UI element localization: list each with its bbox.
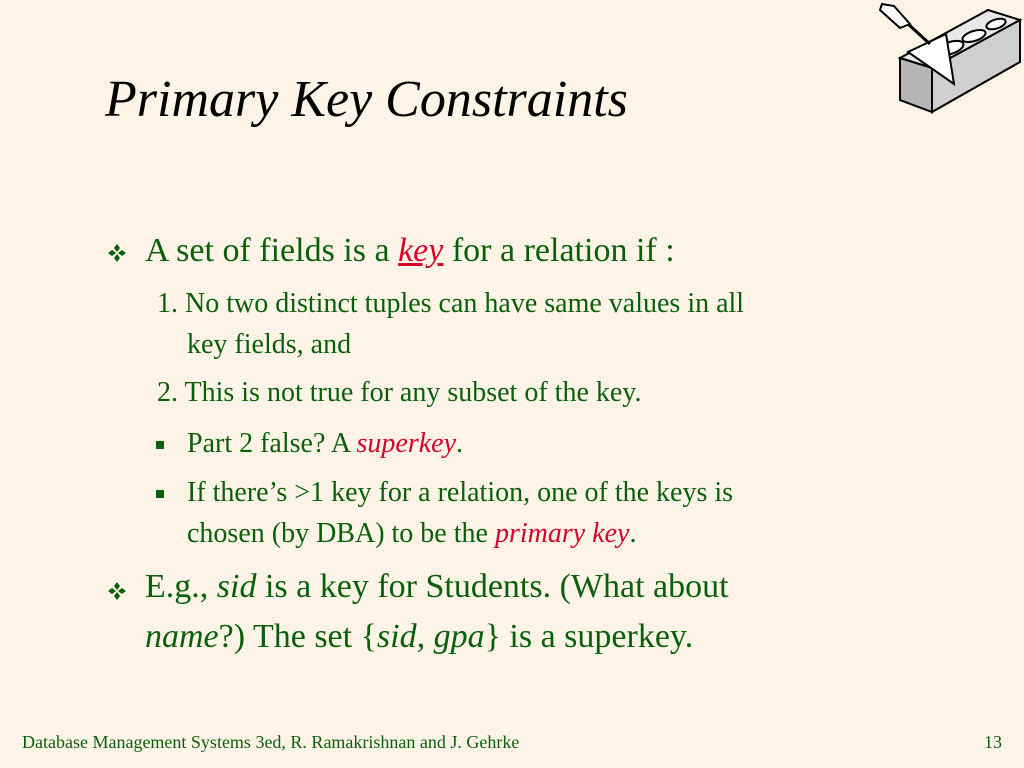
- term-sid: sid: [216, 568, 257, 605]
- numbered-item-1-line-1: 1. No two distinct tuples can have same values in all: [157, 288, 745, 319]
- term-primary-key: primary key: [494, 518, 630, 549]
- slide-title: Primary Key Constraints: [105, 71, 628, 128]
- footer-citation: Database Management Systems 3ed, R. Ramakrishnan and J. Gehrke: [22, 732, 520, 752]
- page-number: 13: [984, 732, 1002, 752]
- square-bullet-icon: [156, 490, 164, 498]
- bullet-text: E.g.,: [145, 568, 217, 605]
- bullet-example-line-1: [145, 567, 729, 607]
- term-key: key: [398, 232, 444, 269]
- bullet-text: ?) The set {: [218, 618, 377, 655]
- bullet-text: chosen (by DBA) to be the: [187, 518, 495, 549]
- square-bullet-icon: [156, 441, 164, 449]
- sub-bullet-superkey: [187, 424, 463, 464]
- bullet-key-definition: [145, 231, 675, 271]
- term-name: name: [145, 618, 219, 655]
- diamond-cluster-bullet-icon: [107, 243, 127, 263]
- bullet-text: Part 2 false? A: [187, 428, 357, 459]
- diamond-cluster-bullet-icon: [107, 581, 127, 601]
- bullet-text: is a key for Students. (What about: [256, 568, 729, 605]
- bullet-text: for a relation if :: [443, 232, 675, 269]
- numbered-item-1-line-2: key fields, and: [187, 329, 352, 360]
- bullet-text: .: [456, 428, 464, 459]
- bullet-example-line-2: [145, 617, 693, 657]
- sub-bullet-primary-key-line-1: If there’s >1 key for a relation, one of the keys is: [187, 477, 734, 508]
- term-superkey: superkey: [356, 428, 457, 459]
- bullet-text: .: [629, 518, 637, 549]
- numbered-item-2: 2. This is not true for any subset of the key.: [157, 377, 642, 408]
- bullet-text: A set of fields is a: [145, 232, 399, 269]
- sub-bullet-primary-key-line-2: [187, 514, 636, 554]
- term-sid-gpa: sid, gpa: [376, 618, 485, 655]
- bullet-text: } is a superkey.: [484, 618, 694, 655]
